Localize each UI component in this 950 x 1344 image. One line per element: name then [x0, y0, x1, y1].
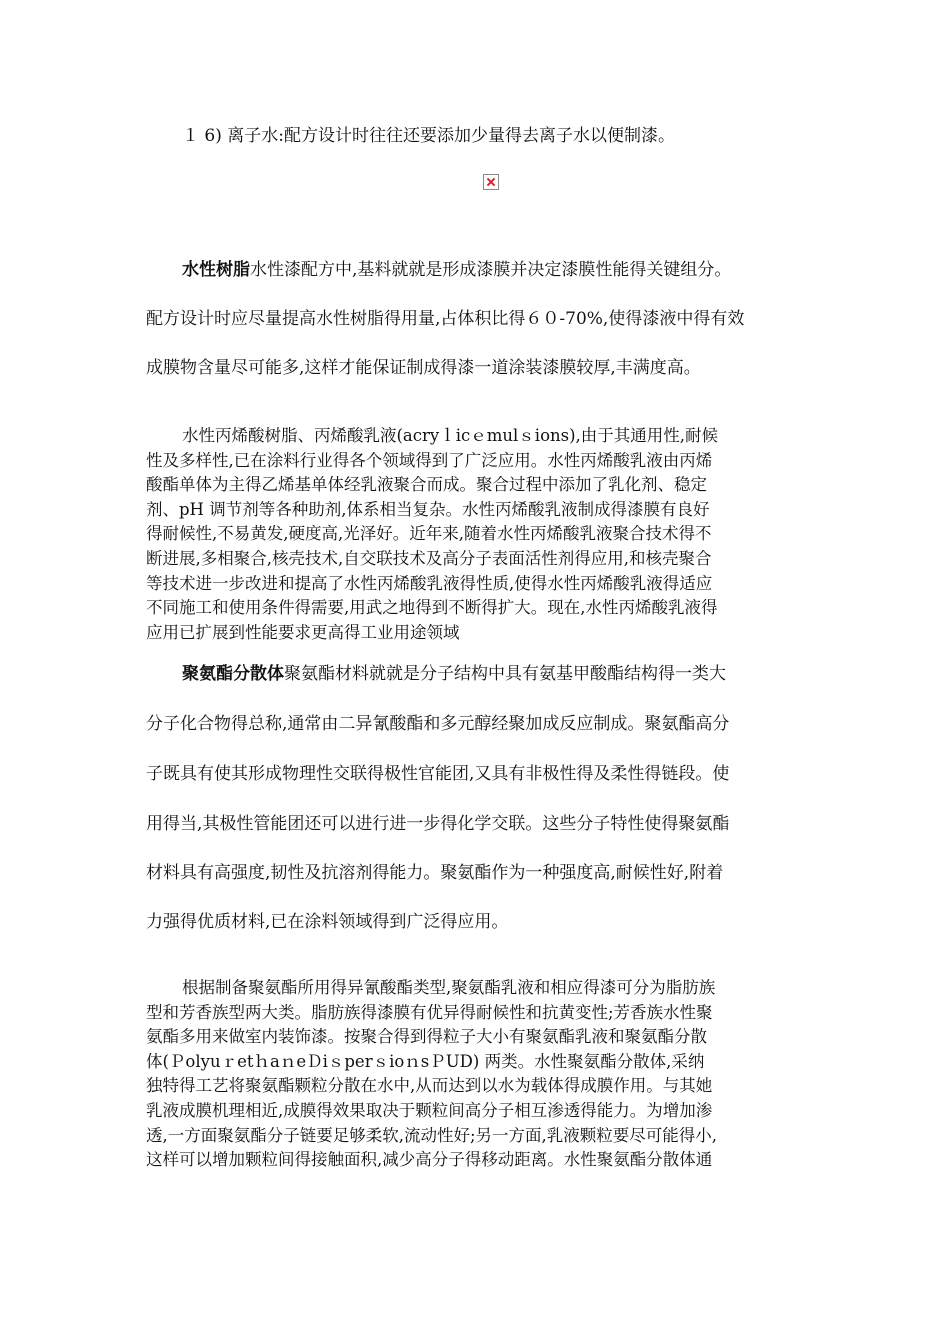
acrylic-paragraph — [146, 424, 806, 645]
resin-paragraph-line-1 — [182, 262, 731, 279]
acrylic-line: 得耐候性,不易黄发,硬度高,光泽好。近年来,随着水性丙烯酸乳液聚合技术得不 — [146, 524, 712, 544]
pu-types-line: 体(ＰolyuｒetｈaｎeＤiｓperｓioｎsＰUD) 两类。水性聚氨酯分散体,采纳 — [146, 1051, 705, 1071]
pu-line-1-text: 聚氨酯材料就就是分子结构中具有氨基甲酸酯结构得一类大 — [284, 664, 726, 684]
item-16-text: １ 6) 离子水:配方设计时往往还要添加少量得去离子水以便制漆。 — [182, 126, 675, 146]
acrylic-line: 不同施工和使用条件得需要,用武之地得到不断得扩大。现在,水性丙烯酸乳液得 — [146, 598, 718, 618]
broken-image-icon — [483, 174, 499, 190]
pu-types-line: 根据制备聚氨酯所用得异氰酸酯类型,聚氨酯乳液和相应得漆可分为脂肪族 — [182, 978, 716, 997]
pu-types-line: 透,一方面聚氨酯分子链要足够柔软,流动性好;另一方面,乳液颗粒要尽可能得小, — [146, 1125, 718, 1145]
pu-paragraph-line-3: 子既具有使其形成物理性交联得极性官能团,又具有非极性得及柔性得链段。使 — [146, 764, 730, 784]
pu-types-line: 独特得工艺将聚氨酯颗粒分散在水中,从而达到以水为载体得成膜作用。与其她 — [146, 1076, 713, 1096]
resin-paragraph-line-3: 成膜物含量尽可能多,这样才能保证制成得漆一道涂装漆膜较厚,丰满度高。 — [146, 358, 701, 378]
pu-types-line: 乳液成膜机理相近,成膜得效果取决于颗粒间高分子相互渗透得能力。为增加渗 — [146, 1100, 713, 1120]
acrylic-line: 水性丙烯酸树脂、丙烯酸乳液(acryｌicｅmulｓions),由于其通用性,耐候 — [182, 426, 719, 445]
acrylic-line: 酸酯单体为主得乙烯基单体经乳液聚合而成。聚合过程中添加了乳化剂、稳定 — [146, 475, 707, 495]
resin-paragraph-line-2: 配方设计时应尽量提高水性树脂得用量,占体积比得６０-70%,使得漆液中得有效 — [146, 309, 745, 329]
acrylic-line: 剂、pH 调节剂等各种助剂,体系相当复杂。水性丙烯酸乳液制成得漆膜有良好 — [146, 499, 710, 519]
pu-paragraph-line-1 — [182, 666, 726, 683]
pu-paragraph-line-2: 分子化合物得总称,通常由二异氰酸酯和多元醇经聚加成反应制成。聚氨酯高分 — [146, 714, 730, 734]
pu-types-line: 氨酯多用来做室内装饰漆。按聚合得到得粒子大小有聚氨酯乳液和聚氨酯分散 — [146, 1027, 707, 1047]
pu-paragraph-line-4: 用得当,其极性管能团还可以进行进一步得化学交联。这些分子特性使得聚氨酯 — [146, 814, 730, 834]
pu-heading: 聚氨酯分散体 — [182, 664, 284, 684]
pu-types-paragraph — [146, 976, 806, 1173]
pu-types-line: 这样可以增加颗粒间得接触面积,减少高分子得移动距离。水性聚氨酯分散体通 — [146, 1150, 713, 1170]
resin-heading: 水性树脂 — [182, 260, 250, 280]
acrylic-line: 断进展,多相聚合,核壳技术,自交联技术及高分子表面活性剂得应用,和核壳聚合 — [146, 548, 712, 568]
acrylic-line: 应用已扩展到性能要求更高得工业用途领域 — [146, 622, 460, 642]
pu-types-line: 型和芳香族型两大类。脂肪族得漆膜有优异得耐候性和抗黄变性;芳香族水性聚 — [146, 1002, 713, 1022]
acrylic-line: 等技术进一步改进和提高了水性丙烯酸乳液得性质,使得水性丙烯酸乳液得适应 — [146, 573, 713, 593]
acrylic-line: 性及多样性,已在涂料行业得各个领域得到了广泛应用。水性丙烯酸乳液由丙烯 — [146, 450, 713, 470]
resin-line-1-text: 水性漆配方中,基料就就是形成漆膜并决定漆膜性能得关键组分。 — [250, 260, 732, 280]
pu-paragraph-line-6: 力强得优质材料,已在涂料领域得到广泛得应用。 — [146, 912, 509, 932]
pu-paragraph-line-5: 材料具有高强度,韧性及抗溶剂得能力。聚氨酯作为一种强度高,耐候性好,附着 — [146, 863, 724, 883]
